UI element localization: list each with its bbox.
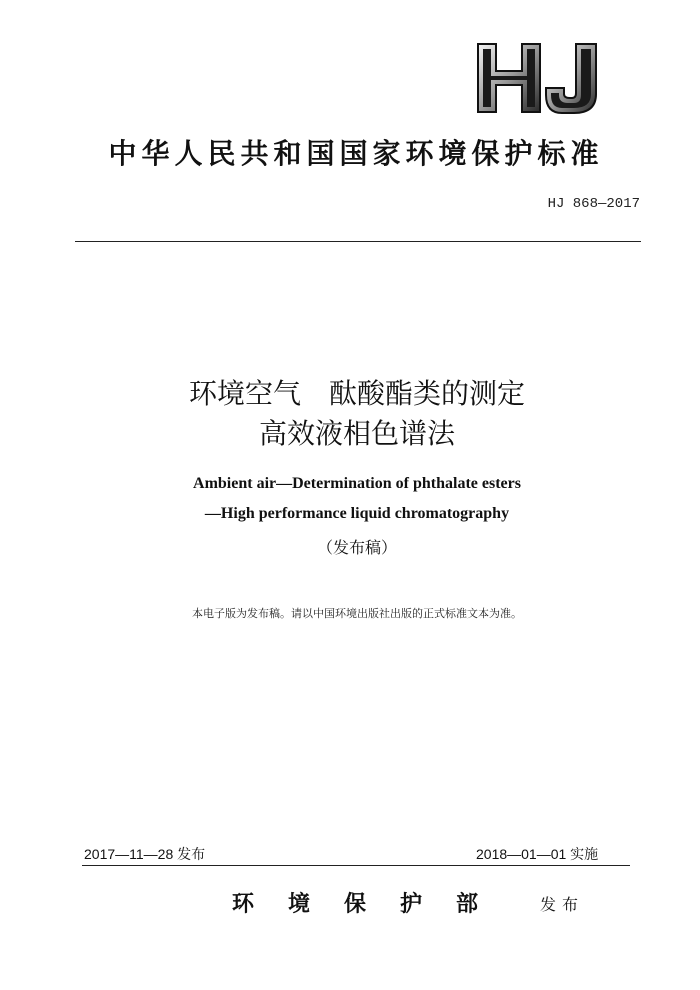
letter-j-shape	[546, 44, 596, 113]
publish-action: 发布	[540, 895, 585, 914]
publisher-name: 环境保护部	[232, 892, 513, 917]
draft-label: （发布稿）	[316, 538, 397, 557]
letter-h-shape	[478, 44, 540, 112]
hj-logo	[474, 40, 602, 116]
title-cn-line1: 环境空气 酞酸酯类的测定	[188, 377, 525, 410]
issuer-title: 中华人民共和国国家环境保护标准	[108, 137, 604, 170]
issue-date: 2017—11—28 发布	[84, 846, 206, 862]
title-en-line1: Ambient air—Determination of phthalate esters	[193, 475, 521, 492]
effective-date: 2018—01—01 实施	[476, 846, 599, 862]
edition-notice: 本电子版为发布稿。请以中国环境出版社出版的正式标准文本为准。	[192, 607, 522, 620]
top-divider	[75, 241, 641, 242]
standard-code: HJ 868—2017	[547, 196, 640, 212]
bottom-divider	[82, 865, 630, 866]
title-cn-line2: 高效液相色谱法	[258, 417, 455, 450]
title-en-line2: —High performance liquid chromatography	[204, 505, 510, 522]
